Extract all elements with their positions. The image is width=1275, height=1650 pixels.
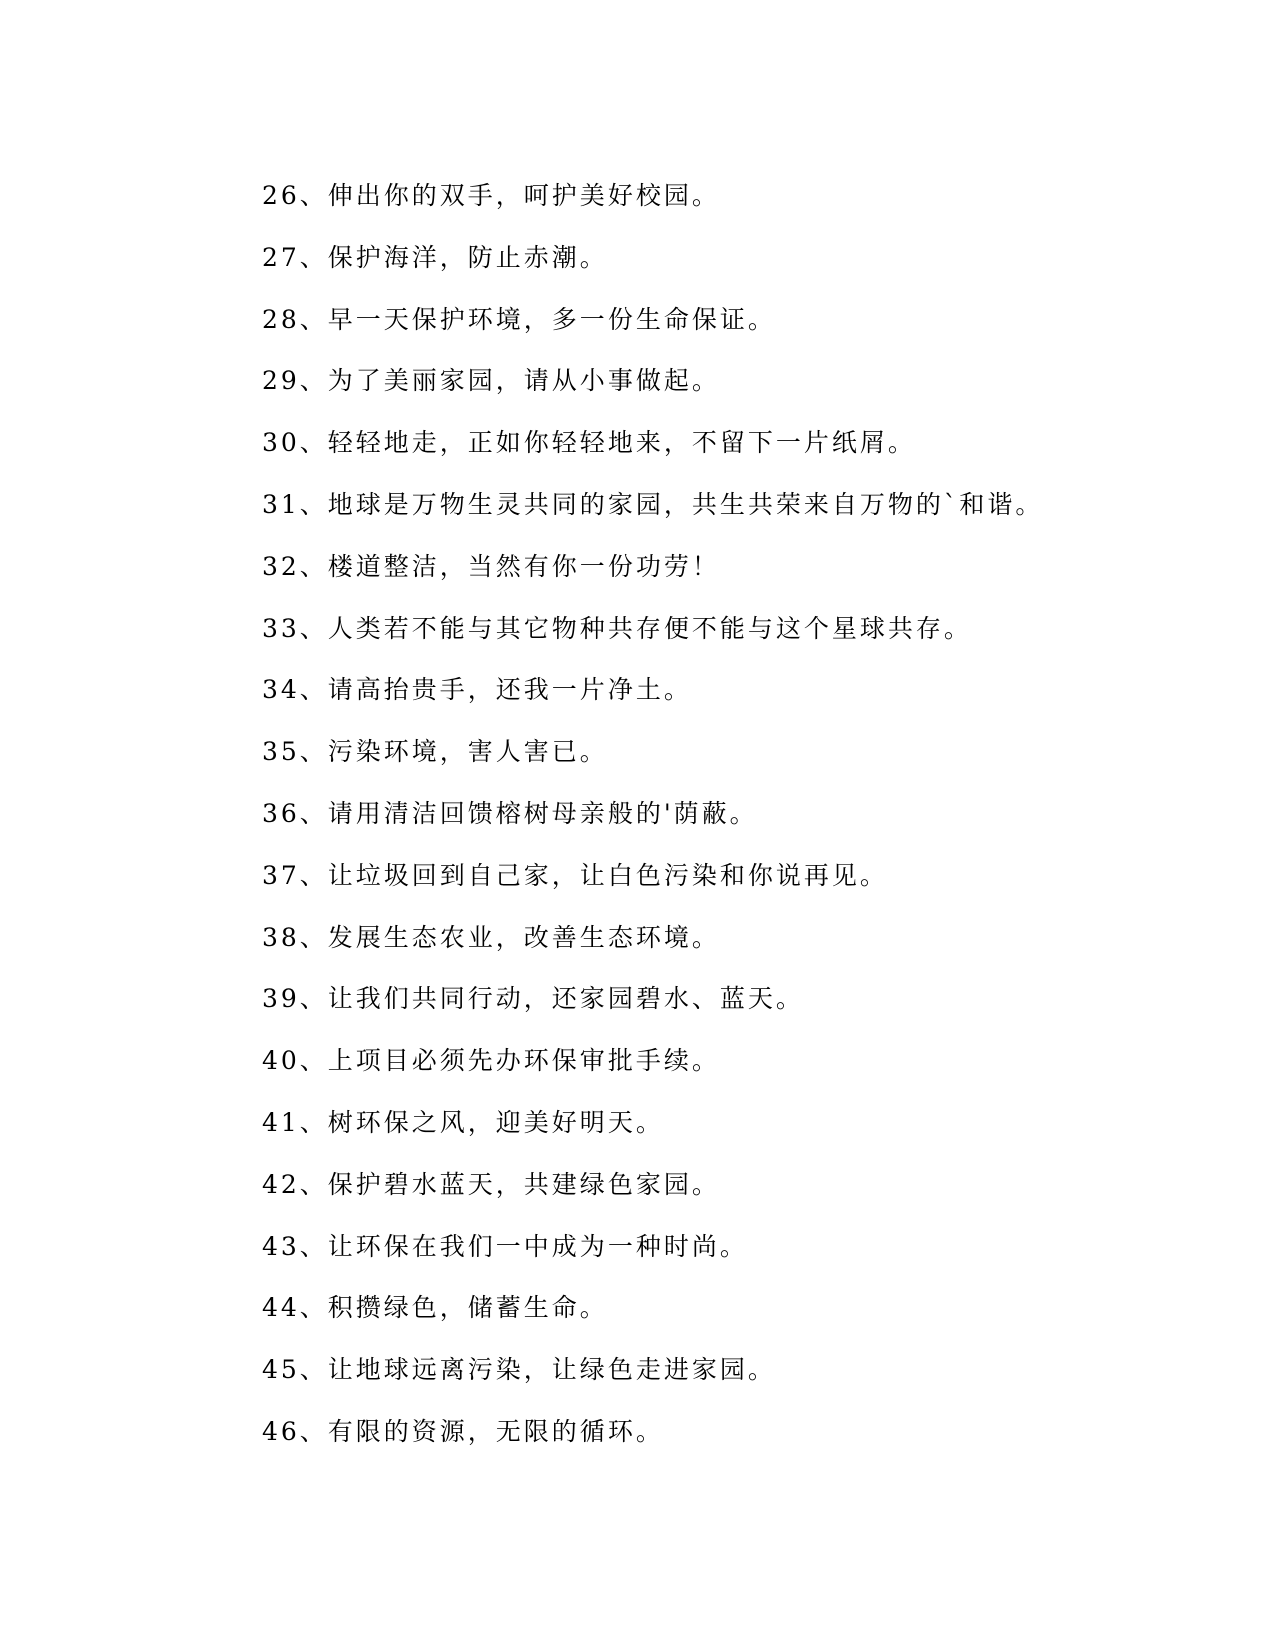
list-item: 43、让环保在我们一中成为一种时尚。 (262, 1231, 748, 1261)
list-item: 42、保护碧水蓝天，共建绿色家园。 (262, 1169, 720, 1199)
list-item: 32、楼道整洁，当然有你一份功劳！ (262, 551, 720, 581)
list-item: 35、污染环境，害人害已。 (262, 737, 608, 767)
list-item: 26、伸出你的双手，呵护美好校园。 (262, 181, 720, 210)
list-item: 33、人类若不能与其它物种共存便不能与这个星球共存。 (262, 613, 972, 643)
slogan-list (262, 165, 1222, 1463)
list-item: 31、地球是万物生灵共同的家园，共生共荣来自万物的`和谐。 (262, 489, 1044, 519)
list-item: 36、请用清洁回馈榕树母亲般的'荫蔽。 (262, 798, 758, 828)
list-item: 46、有限的资源，无限的循环。 (262, 1416, 664, 1446)
list-item: 29、为了美丽家园，请从小事做起。 (262, 366, 720, 396)
list-item: 28、早一天保护环境，多一份生命保证。 (262, 304, 776, 334)
list-item: 30、轻轻地走，正如你轻轻地来，不留下一片纸屑。 (262, 428, 916, 458)
list-item: 37、让垃圾回到自己家，让白色污染和你说再见。 (262, 860, 888, 890)
list-item: 27、保护海洋，防止赤潮。 (262, 242, 608, 272)
list-item: 40、上项目必须先办环保审批手续。 (262, 1046, 720, 1076)
list-item: 39、让我们共同行动，还家园碧水、蓝天。 (262, 984, 804, 1014)
list-item: 44、积攒绿色，储蓄生命。 (262, 1293, 608, 1323)
list-item: 38、发展生态农业，改善生态环境。 (262, 922, 720, 952)
list-item: 45、让地球远离污染，让绿色走进家园。 (262, 1355, 776, 1385)
list-item: 34、请高抬贵手，还我一片净土。 (262, 675, 692, 705)
list-item: 41、树环保之风，迎美好明天。 (262, 1107, 664, 1137)
